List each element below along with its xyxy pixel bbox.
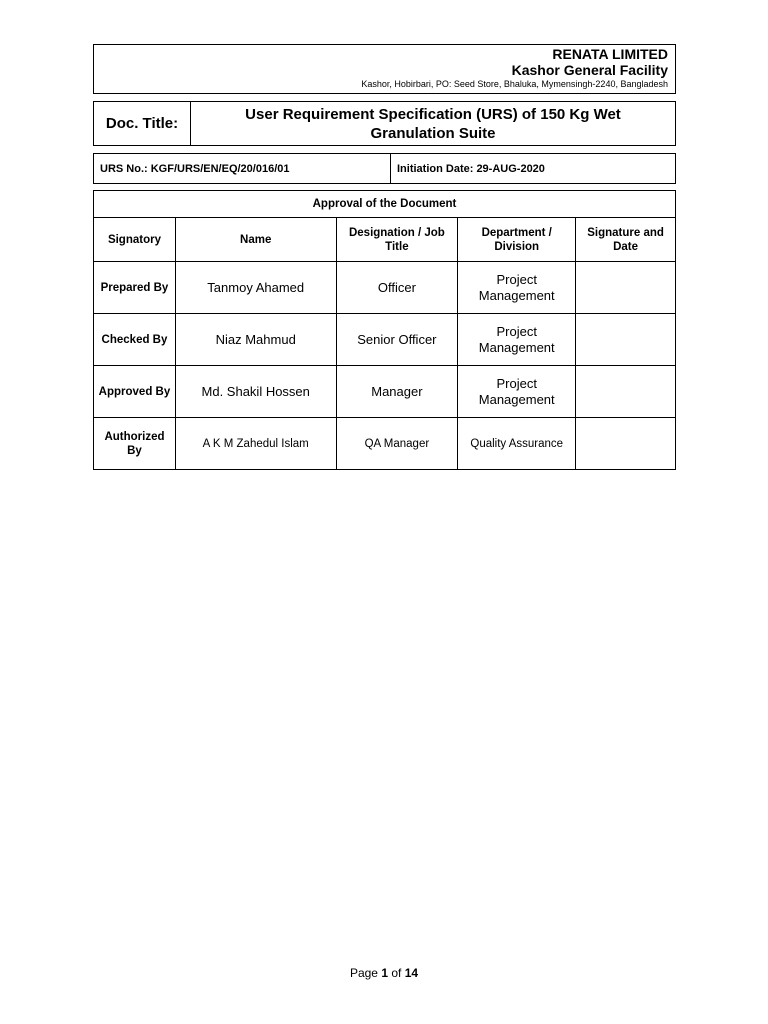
- department-cell: Project Management: [458, 262, 576, 314]
- designation-cell: QA Manager: [336, 418, 458, 470]
- signature-cell: [576, 418, 676, 470]
- designation-cell: Senior Officer: [336, 314, 458, 366]
- column-header: Signatory: [94, 218, 176, 262]
- urs-number: URS No.: KGF/URS/EN/EQ/20/016/01: [94, 154, 391, 183]
- department-cell: Quality Assurance: [458, 418, 576, 470]
- name-cell: Niaz Mahmud: [175, 314, 336, 366]
- doc-title-value: User Requirement Specification (URS) of 150 Kg Wet Granulation Suite: [245, 105, 621, 142]
- designation-cell: Officer: [336, 262, 458, 314]
- document-header: [93, 44, 676, 94]
- initiation-date: Initiation Date: 29-AUG-2020: [397, 162, 545, 175]
- page-footer: [0, 966, 768, 980]
- table-header-row: [94, 218, 676, 262]
- department-cell: Project Management: [458, 314, 576, 366]
- signatory-cell: Approved By: [94, 366, 176, 418]
- name-cell: Md. Shakil Hossen: [175, 366, 336, 418]
- approval-caption: Approval of the Document: [94, 191, 676, 218]
- doc-title-box: [93, 101, 676, 146]
- table-row: [94, 366, 676, 418]
- signatory-cell: Prepared By: [94, 262, 176, 314]
- designation-cell: Manager: [336, 366, 458, 418]
- name-cell: A K M Zahedul Islam: [175, 418, 336, 470]
- column-header: Signature and Date: [576, 218, 676, 262]
- of-label: of: [391, 966, 402, 980]
- current-page: 1: [381, 966, 388, 980]
- approval-table: [93, 190, 676, 470]
- signature-cell: [576, 262, 676, 314]
- doc-title-label: Doc. Title:: [94, 102, 191, 145]
- column-header: Name: [175, 218, 336, 262]
- page-label: Page: [349, 966, 378, 980]
- signature-cell: [576, 314, 676, 366]
- total-pages: 14: [404, 966, 419, 980]
- signature-cell: [576, 366, 676, 418]
- name-cell: Tanmoy Ahamed: [175, 262, 336, 314]
- company-name: RENATA LIMITED: [552, 46, 668, 62]
- urs-info-box: [93, 153, 676, 184]
- table-row: [94, 418, 676, 470]
- department-cell: Project Management: [458, 366, 576, 418]
- signatory-cell: Checked By: [94, 314, 176, 366]
- table-row: [94, 262, 676, 314]
- signatory-cell: Authorized By: [94, 418, 176, 470]
- column-header: Designation / Job Title: [336, 218, 458, 262]
- column-header: Department / Division: [458, 218, 576, 262]
- facility-address: Kashor, Hobirbari, PO: Seed Store, Bhaluka, Mymensingh-2240, Bangladesh: [361, 79, 668, 89]
- facility-name: Kashor General Facility: [511, 62, 668, 78]
- table-row: [94, 314, 676, 366]
